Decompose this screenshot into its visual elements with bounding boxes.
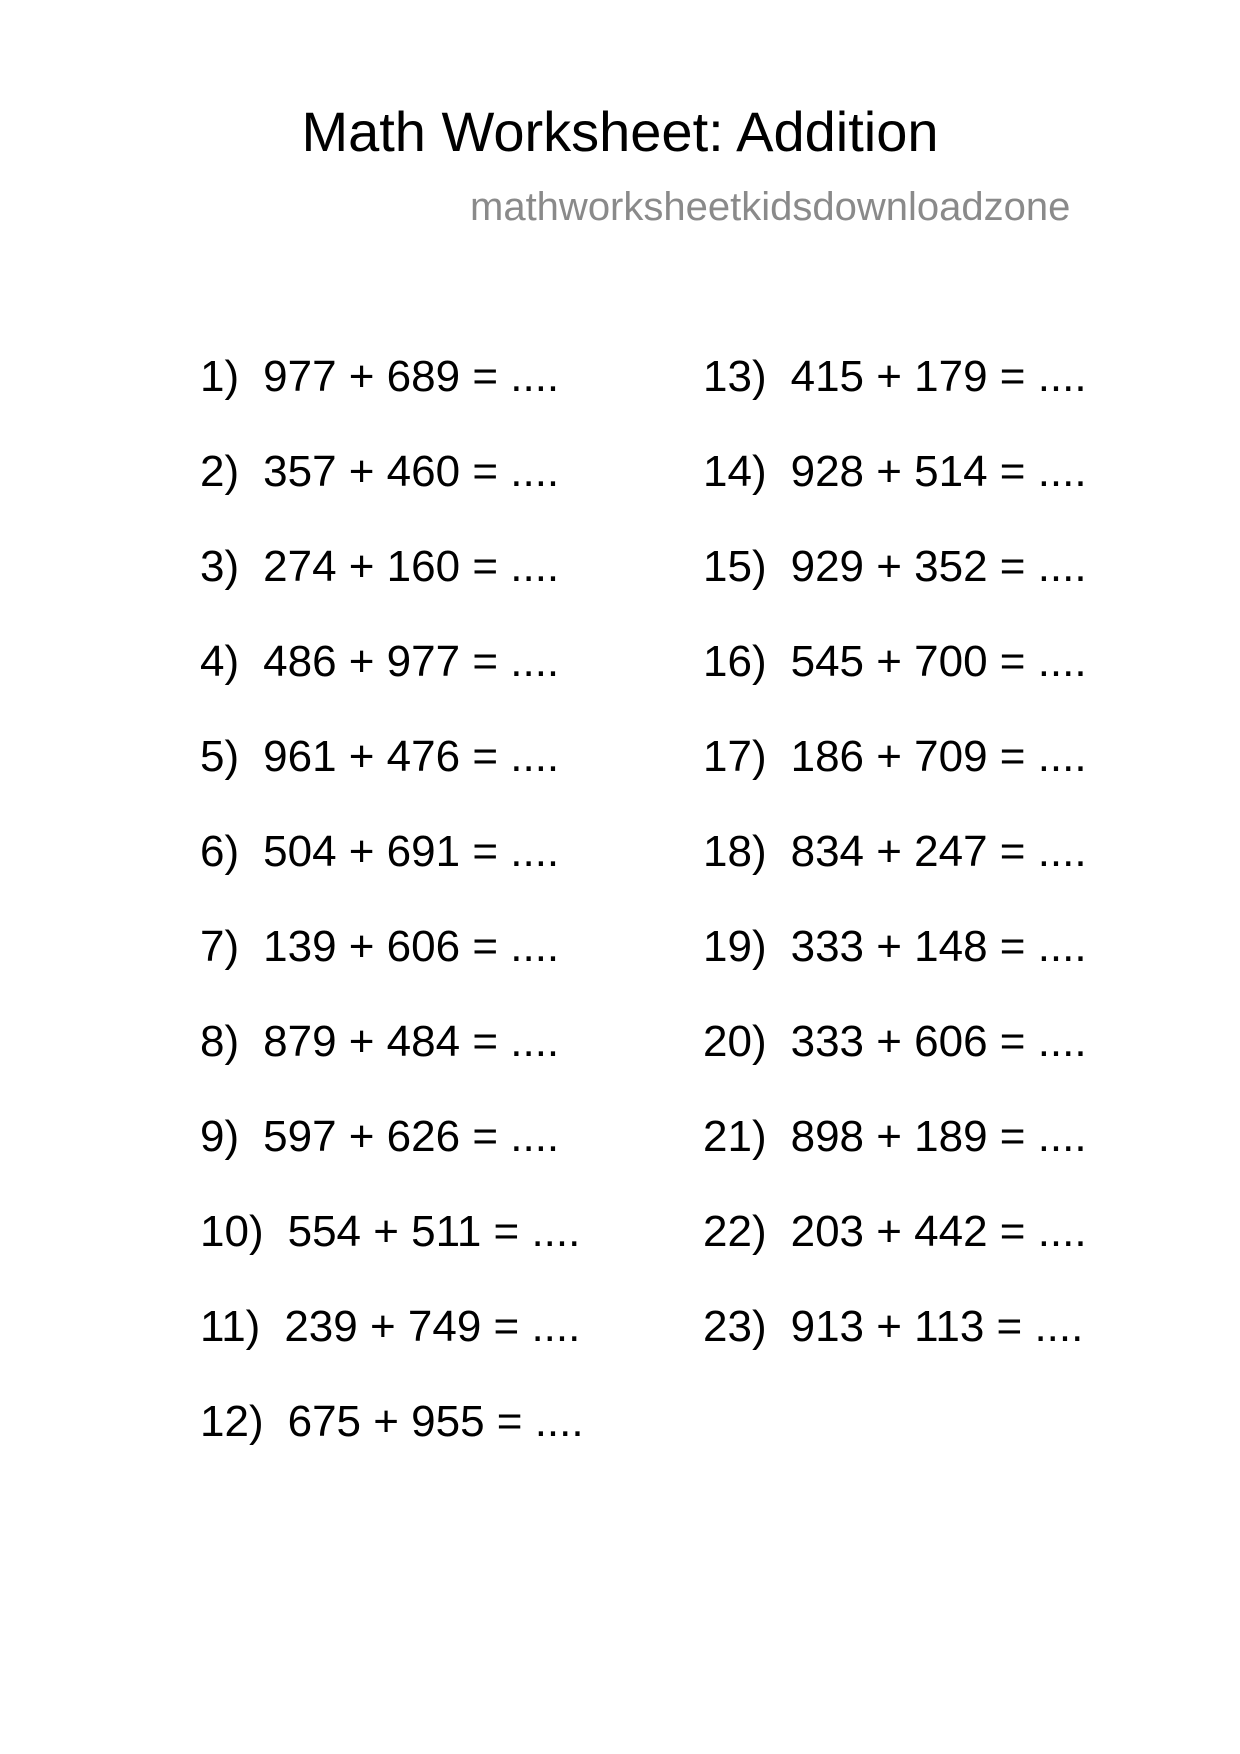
problem-item: [703, 827, 1087, 922]
problem-expression: 961 + 476 = ....: [263, 732, 560, 781]
problem-item: [200, 1112, 584, 1207]
problem-number: 8): [200, 1017, 240, 1066]
problem-expression: 675 + 955 = ....: [287, 1397, 584, 1446]
problem-item: [703, 732, 1087, 827]
problem-expression: 879 + 484 = ....: [263, 1017, 560, 1066]
problem-number: 15): [703, 542, 767, 591]
problem-item: [703, 542, 1087, 637]
problem-number: 23): [703, 1302, 767, 1351]
problem-number: 1): [200, 352, 240, 401]
problem-expression: 928 + 514 = ....: [790, 447, 1087, 496]
problem-expression: 929 + 352 = ....: [790, 542, 1087, 591]
problem-item: [703, 447, 1087, 542]
problem-item: [703, 1207, 1087, 1302]
problem-item: [703, 922, 1087, 1017]
problem-number: 11): [200, 1302, 261, 1351]
problem-item: [200, 447, 584, 542]
problem-expression: 203 + 442 = ....: [790, 1207, 1087, 1256]
problem-expression: 597 + 626 = ....: [263, 1112, 560, 1161]
problem-number: 14): [703, 447, 767, 496]
problem-expression: 333 + 148 = ....: [790, 922, 1087, 971]
problem-number: 7): [200, 922, 240, 971]
problem-item: [703, 1112, 1087, 1207]
problem-item: [200, 1207, 584, 1302]
problem-expression: 239 + 749 = ....: [284, 1302, 581, 1351]
problem-item: [200, 827, 584, 922]
problem-expression: 554 + 511 = ....: [287, 1207, 581, 1256]
problem-expression: 486 + 977 = ....: [263, 637, 560, 686]
problem-item: [200, 1302, 584, 1397]
problem-expression: 977 + 689 = ....: [263, 352, 560, 401]
problem-item: [200, 352, 584, 447]
problem-item: [200, 732, 584, 827]
problem-number: 20): [703, 1017, 767, 1066]
page-title: Math Worksheet: Addition: [301, 100, 939, 163]
problems-left-column: [200, 352, 584, 1492]
problem-number: 16): [703, 637, 767, 686]
problem-item: [200, 922, 584, 1017]
problem-expression: 333 + 606 = ....: [790, 1017, 1087, 1066]
problem-number: 5): [200, 732, 240, 781]
problem-expression: 186 + 709 = ....: [790, 732, 1087, 781]
problem-item: [703, 637, 1087, 732]
problem-item: [200, 1397, 584, 1492]
problem-number: 4): [200, 637, 240, 686]
problem-expression: 898 + 189 = ....: [790, 1112, 1087, 1161]
problem-expression: 139 + 606 = ....: [263, 922, 560, 971]
problem-number: 22): [703, 1207, 767, 1256]
problem-expression: 415 + 179 = ....: [790, 352, 1087, 401]
problem-number: 2): [200, 447, 240, 496]
problem-number: 13): [703, 352, 767, 401]
problem-expression: 357 + 460 = ....: [263, 447, 560, 496]
problem-item: [703, 1302, 1087, 1397]
problem-number: 19): [703, 922, 767, 971]
problem-item: [200, 1017, 584, 1112]
problem-number: 12): [200, 1397, 264, 1446]
problem-expression: 274 + 160 = ....: [263, 542, 560, 591]
problem-number: 18): [703, 827, 767, 876]
problem-item: [200, 637, 584, 732]
problem-item: [703, 352, 1087, 447]
problem-expression: 834 + 247 = ....: [790, 827, 1087, 876]
problem-expression: 545 + 700 = ....: [790, 637, 1087, 686]
problem-number: 9): [200, 1112, 240, 1161]
problem-number: 21): [703, 1112, 767, 1161]
problem-number: 17): [703, 732, 767, 781]
problem-expression: 913 + 113 = ....: [790, 1302, 1084, 1351]
problem-item: [200, 542, 584, 637]
problem-item: [703, 1017, 1087, 1112]
problem-number: 10): [200, 1207, 264, 1256]
page-subtitle: mathworksheetkidsdownloadzone: [470, 185, 1071, 229]
problem-expression: 504 + 691 = ....: [263, 827, 560, 876]
problems-right-column: [703, 352, 1087, 1397]
problem-number: 3): [200, 542, 240, 591]
problem-number: 6): [200, 827, 240, 876]
